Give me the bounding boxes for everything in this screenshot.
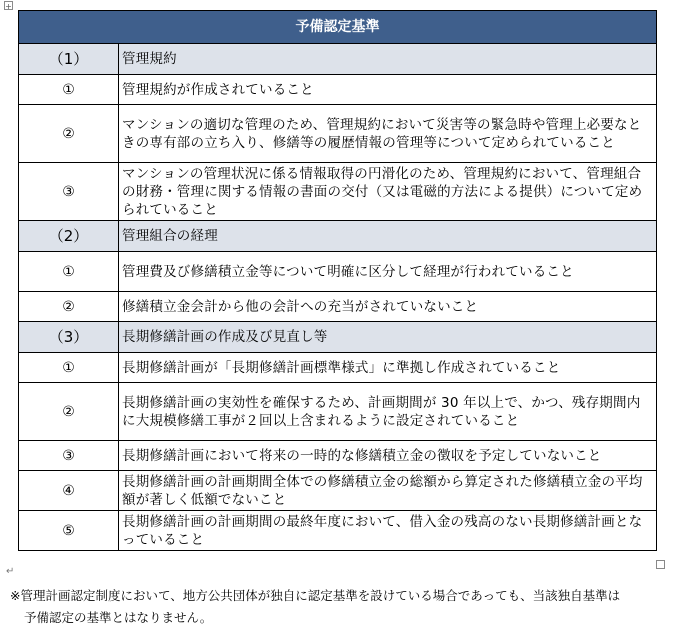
table-row (19, 163, 657, 221)
table-row (19, 441, 657, 471)
table-row (19, 252, 657, 292)
paragraph-mark: ↵ (6, 566, 15, 577)
footnote (10, 585, 678, 629)
table-row (19, 105, 657, 163)
table-row (19, 383, 657, 441)
item-text: 長期修繕計画の実効性を確保するため、計画期間が 30 年以上で、かつ、残存期間内に大規模修繕工事が２回以上含まれるように設定されていること (119, 383, 657, 441)
section-heading: 長期修繕計画の作成及び見直し等 (119, 322, 657, 353)
section-header-row (19, 44, 657, 75)
table-title: 予備認定基準 (295, 19, 380, 35)
item-number: ② (19, 383, 119, 441)
item-number: ① (19, 75, 119, 105)
section-header-row (19, 322, 657, 353)
item-text: マンションの管理状況に係る情報取得の円滑化のため、管理規約において、管理組合の財務・管理に関する情報の書面の交付（又は電磁的方法による提供）について定められていること (119, 163, 657, 221)
item-number: ⑤ (19, 511, 119, 551)
table-row (19, 292, 657, 322)
table-row (19, 471, 657, 511)
item-text: 長期修繕計画の計画期間全体での修繕積立金の総額から算定された修繕積立金の平均額が著しく低額でないこと (119, 471, 657, 511)
section-heading: 管理組合の経理 (119, 221, 657, 252)
table-row (19, 353, 657, 383)
item-text: 長期修繕計画において将来の一時的な修繕積立金の徴収を予定していないこと (119, 441, 657, 471)
table-title-cell (19, 11, 657, 44)
table-row (19, 511, 657, 551)
section-number: （3） (19, 322, 119, 353)
item-number: ③ (19, 441, 119, 471)
item-number: ③ (19, 163, 119, 221)
criteria-table (18, 10, 657, 551)
item-text: 長期修繕計画の計画期間の最終年度において、借入金の残高のない長期修繕計画となっていること (119, 511, 657, 551)
item-number: ① (19, 252, 119, 292)
footnote-line-1: ※管理計画認定制度において、地方公共団体が独自に認定基準を設けている場合であっても、当該独自基準は (10, 588, 621, 603)
item-text: 長期修繕計画が「長期修繕計画標準様式」に準拠し作成されていること (119, 353, 657, 383)
section-heading: 管理規約 (119, 44, 657, 75)
section-header-row (19, 221, 657, 252)
table-resize-handle[interactable] (656, 560, 665, 569)
table-row (19, 75, 657, 105)
item-text: 修繕積立金会計から他の会計への充当がされていないこと (119, 292, 657, 322)
item-text: 管理規約が作成されていること (119, 75, 657, 105)
section-number: （2） (19, 221, 119, 252)
footnote-line-2: 予備認定の基準とはなりません。 (24, 610, 213, 625)
item-text: マンションの適切な管理のため、管理規約において災害等の緊急時や管理上必要なときの専有部の立ち入り、修繕等の履歴情報の管理等について定められていること (119, 105, 657, 163)
item-text: 管理費及び修繕積立金等について明確に区分して経理が行われていること (119, 252, 657, 292)
item-number: ④ (19, 471, 119, 511)
item-number: ② (19, 105, 119, 163)
item-number: ① (19, 353, 119, 383)
table-move-handle[interactable]: + (5, 2, 12, 11)
item-number: ② (19, 292, 119, 322)
section-number: （1） (19, 44, 119, 75)
table-title-row (19, 11, 657, 44)
